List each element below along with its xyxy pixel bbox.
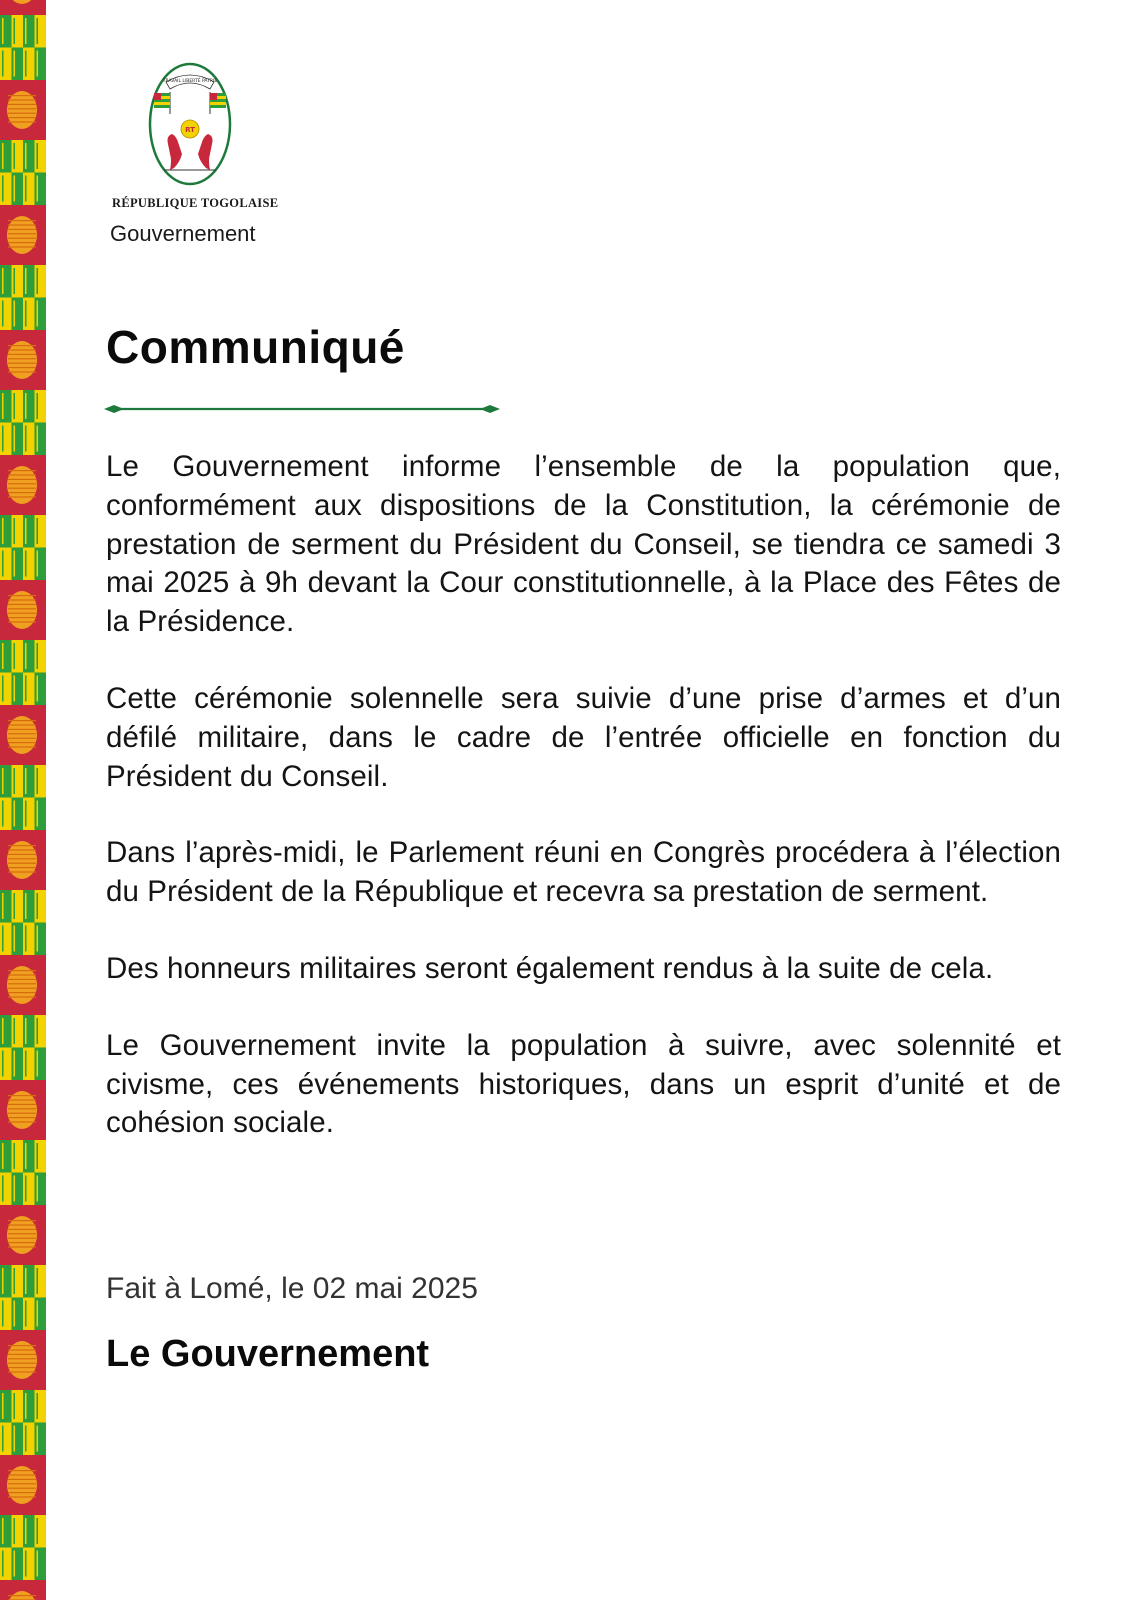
paragraph: Cette cérémonie solennelle sera suivie d’une prise d’armes et d’un défilé militaire, dans le cadre de l’entrée officielle en fonction du Président du Conseil.	[106, 681, 1061, 793]
emblem-motto: TRAVAIL LIBERTÉ PATRIE	[162, 79, 218, 84]
svg-text:RT: RT	[185, 126, 195, 134]
togo-emblem	[148, 62, 232, 186]
page-title: Communiqué	[106, 321, 405, 373]
government-label: Gouvernement	[110, 221, 256, 246]
republic-label: RÉPUBLIQUE TOGOLAISE	[112, 196, 279, 210]
signature: Le Gouvernement	[106, 1333, 430, 1375]
communique-body	[106, 448, 1061, 1143]
paragraph: Dans l’après-midi, le Parlement réuni en Congrès procédera à l’élection du Président de la République et recevra sa prestation de serment.	[106, 836, 1061, 909]
title-divider	[104, 402, 500, 416]
paragraph: Des honneurs militaires seront également rendus à la suite de cela.	[106, 951, 994, 985]
kente-border	[0, 0, 46, 1600]
paragraph: Le Gouvernement invite la population à suivre, avec solennité et civisme, ces événements historiques, dans un esprit d’unité et de cohésion sociale.	[106, 1028, 1061, 1140]
paragraph: Le Gouvernement informe l’ensemble de la population que, conformément aux dispositions de la Constitution, la cérémonie de prestation de serment du Président du Conseil, se tiendra ce samedi 3 mai 2025 à 9h devant la Cour constitutionnelle, à la Place des Fêtes de la Présidence.	[106, 450, 1061, 639]
place-date: Fait à Lomé, le 02 mai 2025	[106, 1272, 478, 1305]
